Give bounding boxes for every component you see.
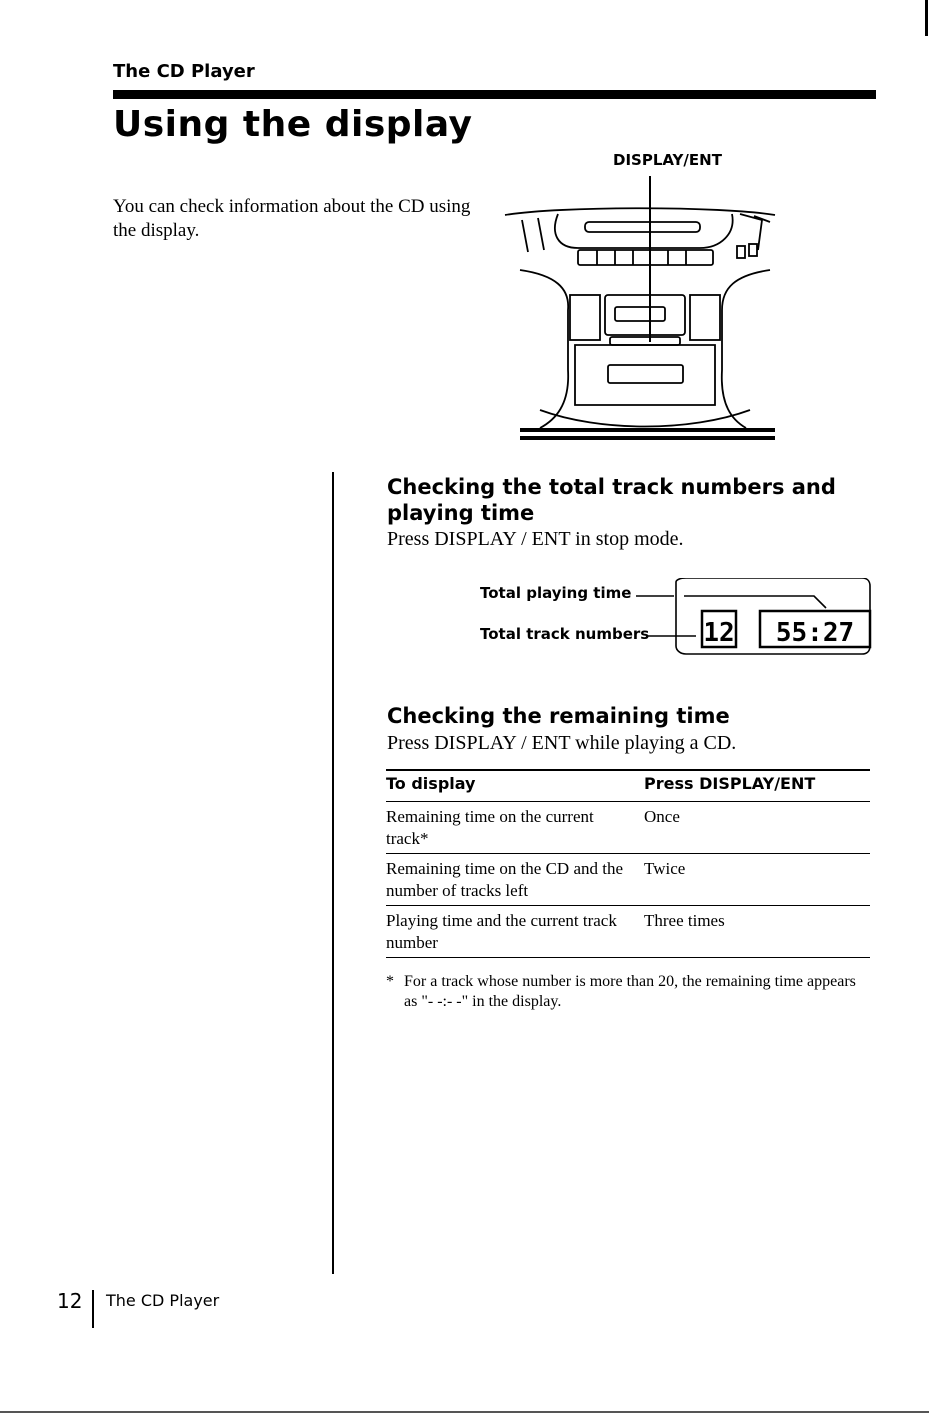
lcd-display-diagram — [636, 578, 874, 660]
page-title: Using the display — [113, 104, 473, 145]
footer-divider — [92, 1290, 94, 1328]
footnote-marker: * — [386, 973, 394, 990]
table-header-row — [386, 769, 870, 802]
bottom-edge-rule — [0, 1411, 929, 1413]
table-cell-press: Three times — [644, 911, 725, 930]
label-total-track-numbers: Total track numbers — [480, 625, 650, 643]
table-header-press: Press DISPLAY/ENT — [644, 774, 816, 793]
instruction-total: Press DISPLAY / ENT in stop mode. — [387, 528, 684, 550]
table-cell-display: Playing time and the current track number — [386, 911, 617, 952]
table-row — [386, 802, 870, 854]
page-edge-mark — [925, 0, 928, 36]
page-number: 12 — [57, 1289, 83, 1313]
instruction-remaining: Press DISPLAY / ENT while playing a CD. — [387, 732, 737, 754]
footnote-text: For a track whose number is more than 20, the remaining time appears as "- -:- -" in the display. — [404, 973, 856, 1010]
intro-text: You can check information about the CD using the display. — [113, 196, 471, 241]
table-cell-press: Once — [644, 807, 680, 826]
display-ent-callout: DISPLAY/ENT — [613, 151, 722, 169]
display-mode-table — [386, 769, 870, 958]
table-cell-display: Remaining time on the CD and the number of tracks left — [386, 859, 624, 900]
boombox-illustration — [500, 170, 785, 445]
header-rule — [113, 90, 876, 99]
heading-total-tracks: Checking the total track numbers and playing time — [387, 475, 836, 525]
lcd-track-digits: 12 — [703, 618, 735, 648]
table-cell-press: Twice — [644, 859, 686, 878]
table-row — [386, 854, 870, 906]
table-cell-display: Remaining time on the current track* — [386, 807, 594, 848]
heading-remaining-time: Checking the remaining time — [387, 704, 730, 728]
footer-section-label: The CD Player — [106, 1291, 220, 1310]
section-label: The CD Player — [113, 61, 255, 82]
table-header-to-display: To display — [386, 774, 476, 793]
label-total-playing-time: Total playing time — [480, 584, 632, 602]
column-divider — [332, 472, 334, 1274]
table-row — [386, 906, 870, 958]
lcd-time-digits: 55:27 — [775, 618, 855, 648]
